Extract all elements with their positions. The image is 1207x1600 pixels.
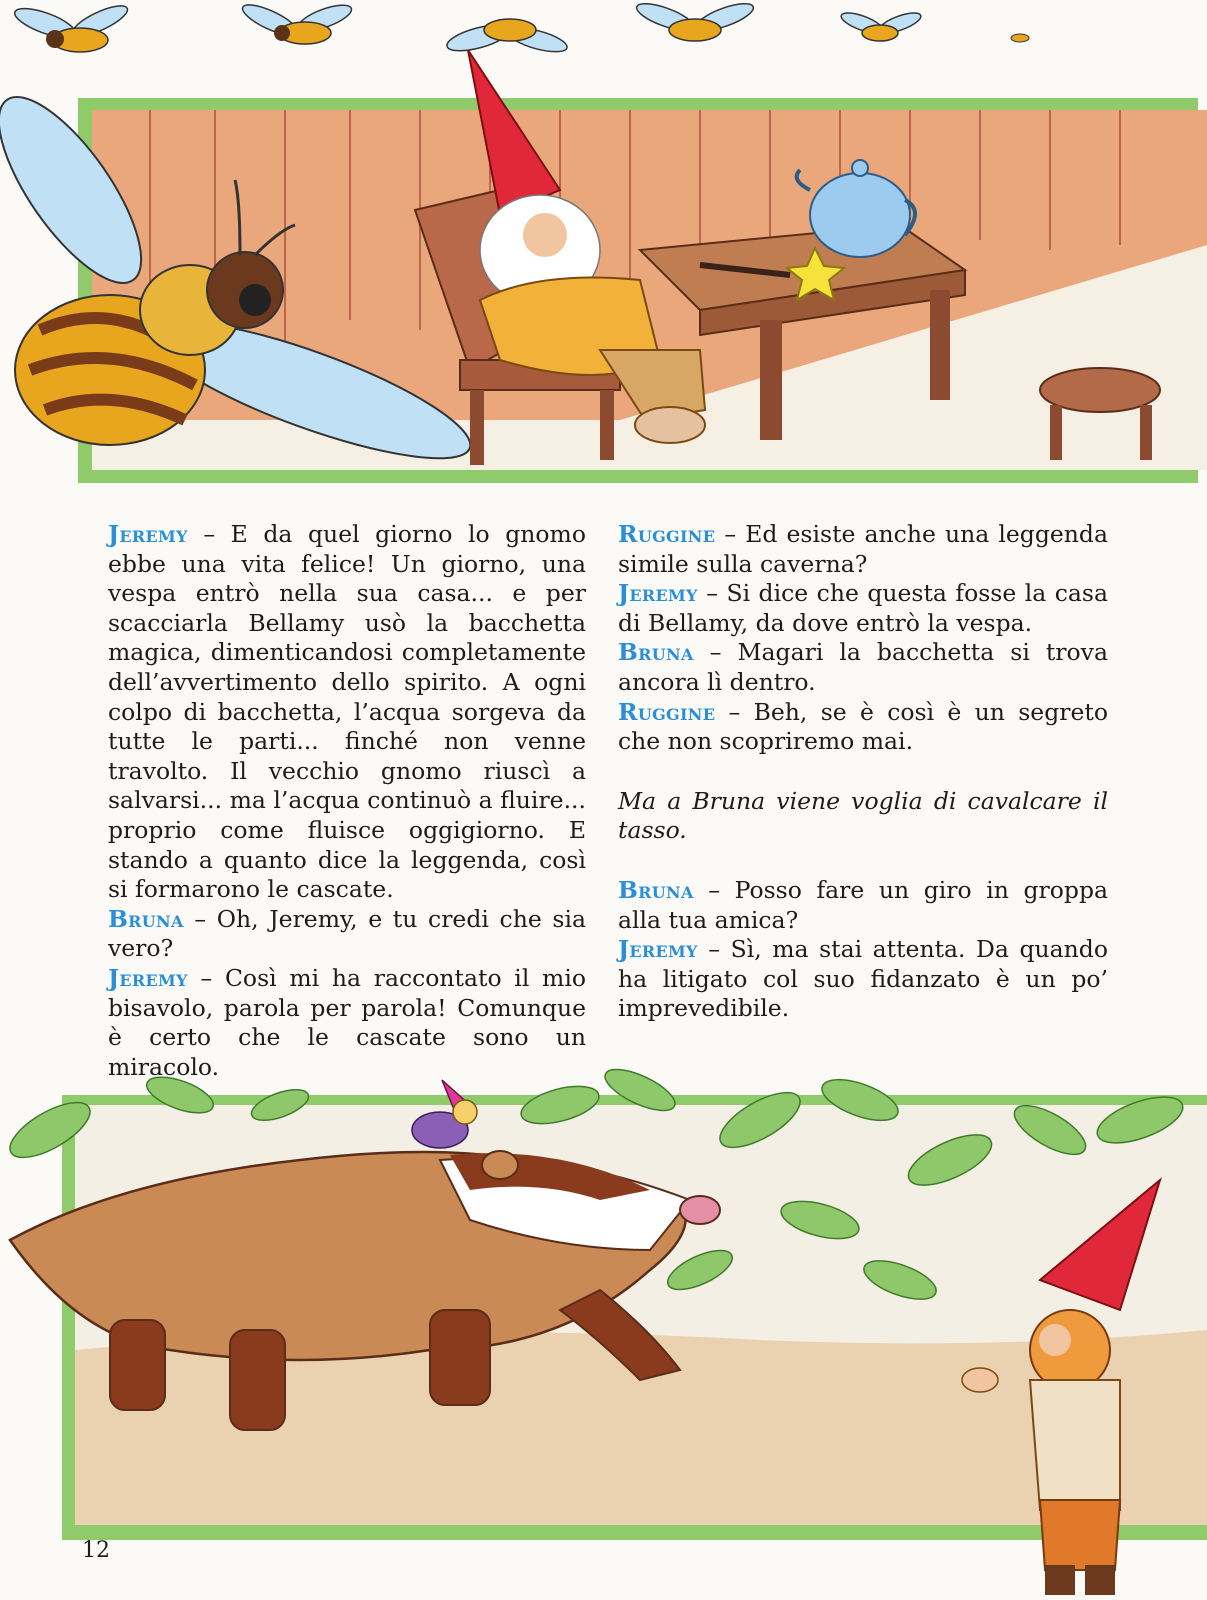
dialogue-text: Posso fare un giro in groppa alla tua amica?: [618, 875, 1108, 934]
speaker-name: Jeremy: [108, 520, 188, 548]
dash: –: [724, 520, 737, 548]
dialogue-line: [618, 579, 1108, 638]
speaker-name: Jeremy: [108, 963, 188, 992]
speaker-name: Ruggine: [618, 520, 716, 548]
page-number: 12: [82, 1538, 110, 1563]
dialogue-line: [108, 520, 586, 905]
dash: –: [200, 963, 213, 992]
speaker-name: Jeremy: [618, 935, 698, 964]
speaker-name: Bruna: [618, 875, 694, 904]
text-column-left: [108, 520, 586, 1082]
dialogue-line: [618, 876, 1108, 935]
dialogue-line: [108, 905, 586, 964]
speaker-name: Jeremy: [618, 579, 698, 608]
dialogue-text: E da quel giorno lo gnomo ebbe una vita felice! Un giorno, una vespa entrò nella sua casa... e per scacciarla Bellamy usò la bacchetta magica, dimenticandosi completamente dell’avvertimento dello spirito. A ogni colpo di bacchetta, l’acqua sorgeva da tutte le parti... finché non venne travolto. Il vecchio gnomo riuscì a salvarsi... ma l’acqua continuò a fluire... proprio come fluisce oggigiorno. E stando a quanto dice la leggenda, così si formarono le cascate.: [108, 520, 586, 904]
dash: –: [706, 579, 718, 608]
dash: –: [709, 638, 722, 667]
dash: –: [728, 697, 741, 726]
dash: –: [203, 520, 216, 548]
dash: –: [708, 875, 720, 904]
dialogue-line: [618, 638, 1108, 697]
bottom-illustration: [0, 1050, 1207, 1600]
text-column-right: [618, 520, 1108, 1024]
dialogue-text: Così mi ha raccontato il mio bisavolo, parola per parola! Comunque è certo che le cascate sono un miracolo.: [108, 963, 586, 1081]
dialogue-line: [618, 935, 1108, 1024]
top-illustration: [0, 0, 1207, 500]
dialogue-line: [618, 698, 1108, 757]
dash: –: [194, 904, 207, 933]
speaker-name: Bruna: [618, 638, 694, 667]
dialogue-text: Ed esiste anche una leggenda simile sulla caverna?: [618, 520, 1108, 578]
dialogue-text: Beh, se è così è un segreto che non scopriremo mai.: [618, 697, 1108, 756]
speaker-name: Bruna: [108, 904, 184, 933]
wasp-row: [12, 0, 1029, 56]
dialogue-text: Oh, Jeremy, e tu credi che sia vero?: [108, 904, 586, 963]
dash: –: [708, 935, 721, 964]
narration: Ma a Bruna viene voglia di cavalcare il tasso.: [618, 786, 1108, 845]
dialogue-line: [618, 520, 1108, 579]
dialogue-text: Magari la bacchetta si trova ancora lì dentro.: [618, 638, 1108, 696]
speaker-name: Ruggine: [618, 697, 716, 726]
dialogue-text: Sì, ma stai attenta. Da quando ha litigato col suo fidanzato è un po’ imprevedibile.: [618, 935, 1108, 1023]
dialogue-text: Si dice che questa fosse la casa di Bellamy, da dove entrò la vespa.: [618, 579, 1108, 637]
